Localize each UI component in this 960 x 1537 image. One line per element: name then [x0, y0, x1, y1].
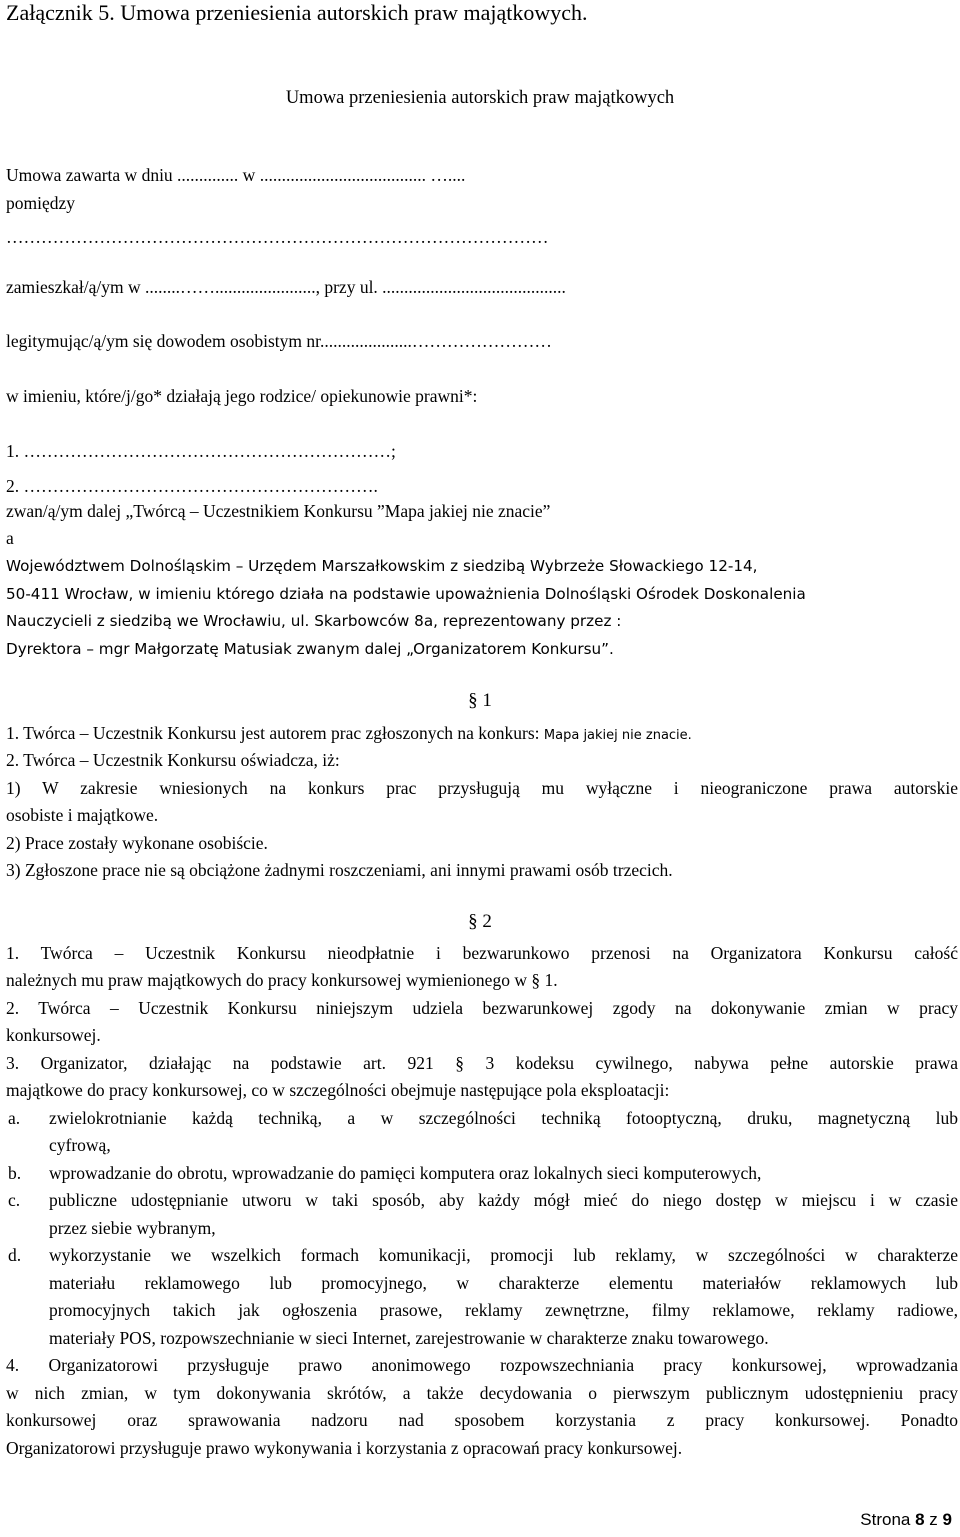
s2-paragraph-1-line-1: 1. Twórca – Uczestnik Konkursu nieodpłatnie i bezwarunkowo przenosi na Organizatora Konkursu całość [6, 943, 958, 963]
between-label: pomiędzy [6, 193, 76, 213]
s2-paragraph-4-line-1: 4. Organizatorowi przysługuje prawo anonimowego rozpowszechniania pracy konkursowej, wprowadzania [6, 1355, 958, 1375]
s2-paragraph-3-line-2: majątkowe do pracy konkursowej, co w szczególności obejmuje następujące pola eksploatacji: [6, 1080, 670, 1100]
party-name-blank: ………………………………………………………………………………… [6, 227, 549, 247]
s2-paragraph-4-line-3: konkursowej oraz sprawowania nadzoru nad sposobem korzystania z pracy konkursowej. Ponadto [6, 1410, 958, 1430]
page-separator: z [924, 1510, 943, 1529]
address-line: zamieszkał/ą/ym w ........……......................., przy ul. .......................................... [6, 277, 566, 297]
list-item-d-letter: d. [8, 1245, 22, 1265]
organizer-line-3: Nauczycieli z siedzibą we Wrocławiu, ul. Skarbowców 8a, reprezentowany przez : [6, 612, 622, 630]
list-item-b-line-1: wprowadzanie do obrotu, wprowadzanie do pamięci komputera oraz lokalnych sieci komputerowych, [49, 1163, 762, 1183]
and-label: a [6, 528, 14, 548]
contract-title: Umowa przeniesienia autorskich praw majątkowych [285, 88, 675, 108]
s2-paragraph-1-line-2: należnych mu praw majątkowych do pracy konkursowej wymienionego w § 1. [6, 970, 558, 990]
guardian-1-line: 1. ………………………………………………………; [6, 441, 396, 461]
page-current: 8 [915, 1510, 925, 1529]
s2-paragraph-4-line-2: w nich zmian, w tym dokonywania skrótów, a także decydowania o pierwszym publicznym udostępnieniu pracy [6, 1383, 958, 1403]
s1-paragraph-3-line-1: 1) W zakresie wniesionych na konkurs prac przysługują mu wyłączne i nieograniczone prawa autorskie [6, 778, 958, 798]
list-item-d-line-3: promocyjnych takich jak ogłoszenia prasowe, reklamy zewnętrzne, filmy reklamowe, reklamy radiowe, [49, 1300, 958, 1320]
list-item-d-line-1: wykorzystanie we wszelkich formach komunikacji, promocji lub reklamy, w szczególności w charakterze [49, 1245, 958, 1265]
s1-p1-text: 1. Twórca – Uczestnik Konkursu jest autorem prac zgłoszonych na konkurs: [6, 723, 544, 743]
list-item-d-line-4: materiały POS, rozpowszechnianie w sieci Internet, zarejestrowanie w charakterze znaku towarowego. [49, 1328, 769, 1348]
list-item-a-line-1: zwielokrotnianie każdą techniką, a w szczególności techniką fotooptyczną, druku, magnetyczną lub [49, 1108, 958, 1128]
page-total: 9 [942, 1510, 952, 1529]
organizer-line-2: 50-411 Wrocław, w imieniu którego działa na podstawie upoważnienia Dolnośląski Ośrodek Doskonalenia [6, 585, 806, 603]
list-item-a-line-2: cyfrową, [49, 1135, 111, 1155]
s1-paragraph-2: 2. Twórca – Uczestnik Konkursu oświadcza, iż: [6, 750, 340, 770]
section-2-heading: § 2 [468, 911, 492, 932]
guardians-line: w imieniu, które/j/go* działają jego rodzice/ opiekunowie prawni*: [6, 386, 478, 406]
organizer-line-1: Województwem Dolnośląskim – Urzędem Marszałkowskim z siedzibą Wybrzeże Słowackiego 12-14, [6, 557, 758, 575]
list-item-a-letter: a. [8, 1108, 21, 1128]
s1-paragraph-3-line-2: osobiste i majątkowe. [6, 805, 159, 825]
s2-paragraph-4-line-4: Organizatorowi przysługuje prawo wykonywania i korzystania z opracowań pracy konkursowej. [6, 1438, 683, 1458]
page-label: Strona [860, 1510, 916, 1529]
s1-paragraph-5: 3) Zgłoszone prace nie są obciążone żadnymi roszczeniami, ani innymi prawami osób trzecich. [6, 860, 673, 880]
s1-paragraph-4: 2) Prace zostały wykonane osobiście. [6, 833, 268, 853]
contract-date-line: Umowa zawarta w dniu .............. w ...................................... ….... [6, 165, 466, 185]
guardian-2-line: 2. ……………………………………………………. [6, 476, 378, 496]
s1-paragraph-1 [6, 722, 692, 747]
list-item-c-line-2: przez siebie wybranym, [49, 1218, 216, 1238]
creator-definition-line: zwan/ą/ym dalej „Twórcą – Uczestnikiem Konkursu ”Mapa jakiej nie znacie” [6, 501, 551, 521]
id-card-line: legitymując/ą/ym się dowodem osobistym nr.....................…………………… [6, 331, 552, 351]
list-item-c-line-1: publiczne udostępnianie utworu w taki sposób, aby każdy mógł mieć do niego dostęp w miejscu i w czasie [49, 1190, 958, 1210]
page-number [860, 1508, 952, 1532]
list-item-c-letter: c. [8, 1190, 21, 1210]
annex-title: Załącznik 5. Umowa przeniesienia autorskich praw majątkowych. [6, 0, 588, 25]
s2-paragraph-3-line-1: 3. Organizator, działając na podstawie art. 921 § 3 kodeksu cywilnego, nabywa pełne autorskie prawa [6, 1053, 958, 1073]
list-item-d-line-2: materiału reklamowego lub promocyjnego, w charakterze elementu materiałów reklamowych lub [49, 1273, 958, 1293]
contest-name: Mapa jakiej nie znacie. [543, 728, 692, 743]
s2-paragraph-2-line-1: 2. Twórca – Uczestnik Konkursu niniejszym udziela bezwarunkowej zgody na dokonywanie zmian w pracy [6, 998, 958, 1018]
list-item-b-letter: b. [8, 1163, 22, 1183]
organizer-line-4: Dyrektora – mgr Małgorzatę Matusiak zwanym dalej „Organizatorem Konkursu”. [6, 640, 614, 658]
section-1-heading: § 1 [468, 690, 492, 711]
s2-paragraph-2-line-2: konkursowej. [6, 1025, 101, 1045]
